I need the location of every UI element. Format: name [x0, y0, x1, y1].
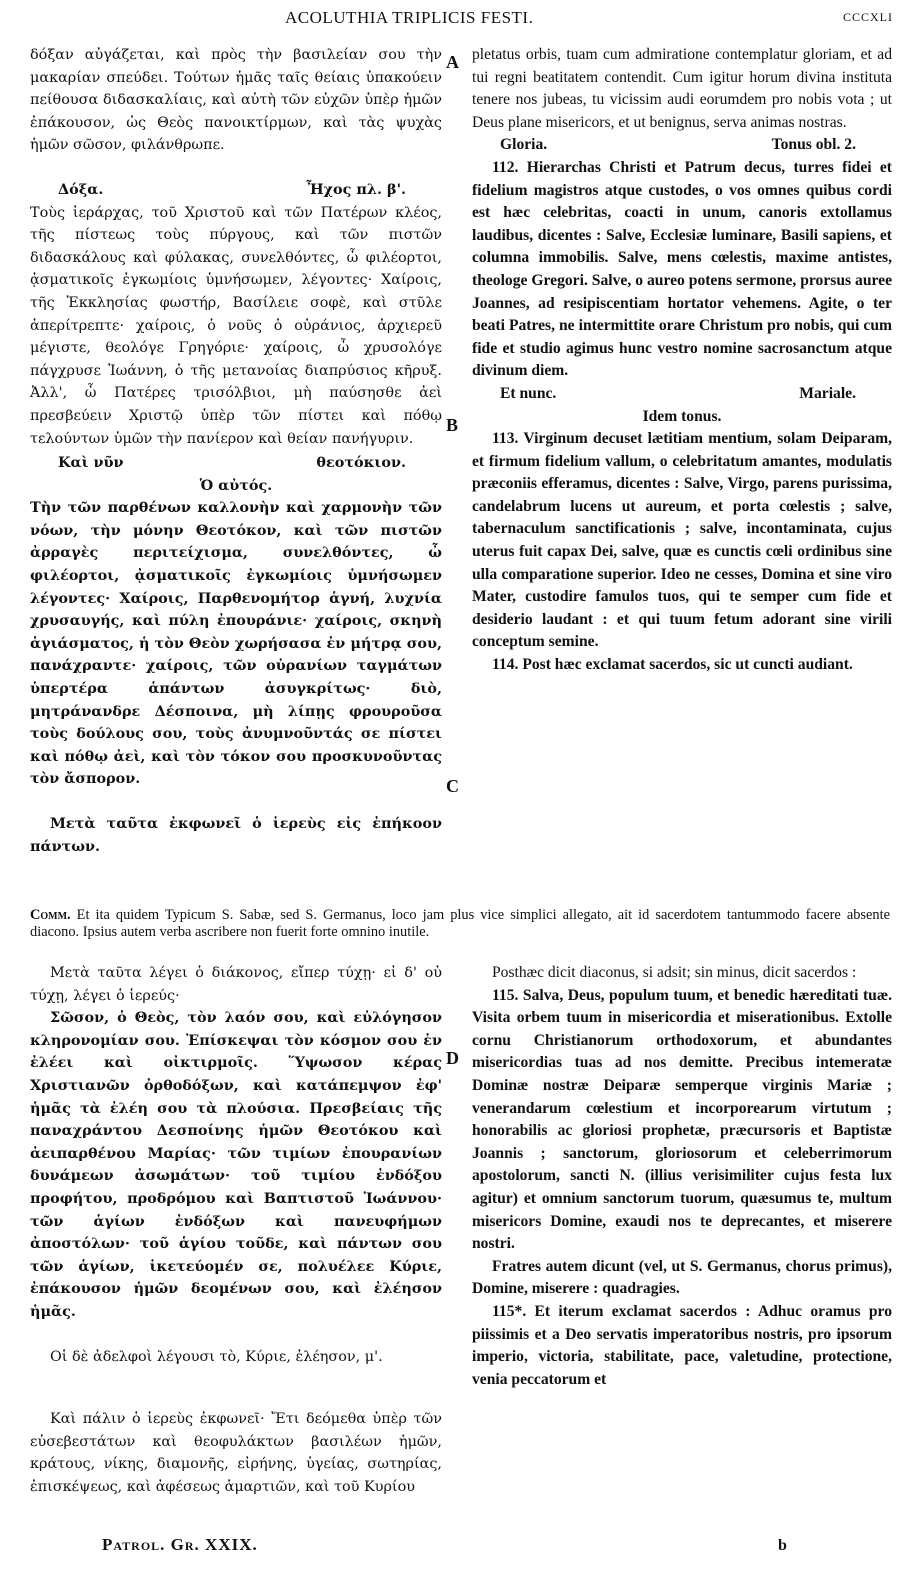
latin-heading-idem-tonus: Idem tonus. [642, 407, 722, 425]
margin-marker-b: B [446, 415, 459, 435]
running-title: ACOLUTHIA TRIPLICIS FESTI. [285, 8, 534, 27]
heading-right: Tonus obl. 2. [771, 136, 856, 154]
greek-column-top [30, 44, 442, 858]
latin-paragraph: 115. Salva, Deus, populum tuum, et benedic hæreditati tuæ. Visita orbem tuum in misericordia et miserationibus. Extolle cornu Christianorum orthodoxorum, et abundantes misericordias tuas ad nos demitte. Precibus intemeratæ Dominæ nostræ Deiparæ semperque virginis Mariæ ; venerandarum cœlestium et incorporearum virtutum ; honorabilis ac gloriosi prophetæ, præcursoris et Baptistæ Joannis ; sanctorum, gloriosorum et celeberrimorum apostolorum, sancti N. (illius verisimiliter cujus festa lux agitur) et omnium sanctorum tuorum, quæsumus te, multum misericors Domine, exaudi nos te deprecantes, et miserere nostri. [472, 986, 892, 1253]
heading-right: Ἦχος πλ. β'. [306, 180, 406, 198]
heading-left: Et nunc. [500, 384, 557, 402]
greek-paragraph: Οἱ δὲ ἀδελφοὶ λέγουσι τὸ, Κύριε, ἐλέησον, μ'. [50, 1348, 383, 1365]
heading-left: Gloria. [500, 136, 548, 154]
greek-paragraph: δόξαν αὐγάζεται, καὶ πρὸς τὴν βασιλείαν σου τὴν μακαρίαν σπεύδει. Τούτων ἡμᾶς ταῖς θείαις ὑπακούειν πείθουσα διδασκαλίαις, καὶ αὐτὴ τῶν εὐχῶν ὑπὲρ ἡμῶν ἐπάκουσον, ὡς Θεὸς πανοικτίρμων, καὶ τὰς ψυχὰς ἡμῶν σῶσον, φιλάνθρωπε. [30, 47, 442, 154]
greek-column-bottom [30, 962, 442, 1498]
greek-paragraph: Τοὺς ἱεράρχας, τοῦ Χριστοῦ καὶ τῶν Πατέρων κλέος, τῆς πίστεως τοὺς πύργους, καὶ τῶν πιστῶν διδασκάλους καὶ φύλακας, συνελθόντες, ὦ φιλέορτοι, ᾀσματικοῖς ἐγκωμίοις ὑμνήσωμεν, λέγοντες· Χαίροις, τῆς Ἐκκλησίας φωστήρ, Βασίλειε σοφὲ, καὶ στῦλε ἀπερίτρεπτε· χαίροις, ὁ νοῦς ὁ οὐράνιος, ἀρχιερεῦ μέγιστε, θεολόγε Γρηγόριε· χαίροις, ὦ χρυσολόγε πάγχρυσε Ἰωάννη, ὁ τῆς μετανοίας διαπρύσιος κῆρυξ. Ἀλλ', ὦ Πατέρες τρισόλβιοι, μὴ παύσησθε ἀεὶ πρεσβεύειν Χριστῷ ὑπὲρ τῶν πίστει καὶ πόθῳ τελούντων ὑμῶν τὴν πανίερον καὶ θείαν πανήγυριν. [30, 204, 442, 447]
commentary-text: Et ita quidem Typicum S. Sabæ, sed S. Germanus, loco jam plus vice simplici allegato, ait id sacerdotem tantummodo facere absente diacono. Ipsius autem verba ascribere non fuerit forte omnino inutile. [30, 907, 890, 940]
latin-paragraph: 113. Virginum decuset lætitiam mentium, solam Deiparam, et firmum fidelium vallum, o celebritatum amantes, modulatis præconiis efferamus, dicentes : Salve, Virgo, parens purissima, candelabrum lucens ut aureum, et porta cœlestis ; salve, tabernaculum sanctificationis ; salve, incontaminata, cujus uterus fuit capax Dei, salve, quæ es cunctis cœli ordinibus sine ulla comparatione superior. Ideo ne cesses, Domina et sine viro Mater, custodire famulos tuos, qui te semper cum fide et desiderio laudant : et qui tuum fetum adorant sine virili conceptum semine. [472, 430, 892, 651]
latin-column-bottom [472, 962, 892, 1391]
greek-paragraph: Σῶσον, ὁ Θεὸς, τὸν λαόν σου, καὶ εὐλόγησον κληρονομίαν σου. Ἐπίσκεψαι τὸν κόσμον σου ἐν ἐλέει καὶ οἰκτιρμοῖς. Ὕψωσον κέρας Χριστιανῶν ὀρθοδόξων, καὶ κατάπεμψον ἐφ' ἡμᾶς τὰ ἐλέη σου τὰ πλούσια. Πρεσβείαις τῆς παναχράντου Δεσποίνης ἡμῶν Θεοτόκου καὶ ἀειπαρθένου Μαρίας· τῶν τιμίων ἐπουρανίων δυνάμεων ἀσωμάτων· τοῦ τιμίου ἐνδόξου προφήτου, προδρόμου καὶ Βαπτιστοῦ Ἰωάννου· τῶν ἁγίων ἐνδόξων καὶ πανευφήμων ἀποστόλων· τοῦ ἁγίου τοῦδε, καὶ πάντων σου τῶν ἁγίων, ἱκετεύομέν σε, πολυέλεε Κύριε, ἐπάκουσον ἡμῶν δεομένων σου, καὶ ἐλέησον ἡμᾶς. [30, 1009, 442, 1320]
heading-right: θεοτόκιον. [316, 454, 406, 472]
latin-heading-et-nunc [472, 383, 892, 406]
greek-paragraph: Μετὰ ταῦτα ἐκφωνεῖ ὁ ἱερεὺς εἰς ἐπήκοον πάντων. [30, 815, 442, 855]
latin-column-top [472, 44, 892, 677]
margin-marker-d: D [446, 1048, 459, 1068]
page-header [0, 6, 907, 32]
page-number: CCCXLI [842, 10, 893, 24]
heading-right: Mariale. [799, 384, 856, 402]
commentary-lead: Comm. [30, 907, 71, 923]
heading-left: Δόξα. [58, 180, 104, 198]
greek-paragraph: Καὶ πάλιν ὁ ἱερεὺς ἐκφωνεῖ· Ἔτι δεόμεθα ὑπὲρ τῶν εὐσεβεστάτων καὶ θεοφυλάκτων βασιλέων ἡμῶν, κράτους, νίκης, διαμονῆς, εἰρήνης, ὑγείας, σωτηρίας, ἐπισκέψεως, καὶ ἀφέσεως ἁμαρτιῶν, καὶ τοῦ Κυρίου [30, 1411, 442, 1495]
signature-line: Patrol. Gr. XXIX. [102, 1535, 258, 1554]
heading-left: Καὶ νῦν [58, 454, 124, 472]
greek-paragraph: Μετὰ ταῦτα λέγει ὁ διάκονος, εἴπερ τύχῃ· εἰ δ' οὐ τύχῃ, λέγει ὁ ἱερεύς· [30, 965, 442, 1004]
latin-paragraph: Fratres autem dicunt (vel, ut S. Germanus, chorus primus), Domine, miserere : quadragies. [472, 1257, 892, 1298]
latin-paragraph: 114. Post hæc exclamat sacerdos, sic ut cuncti audiant. [492, 656, 853, 674]
latin-paragraph: pletatus orbis, tuam cum admiratione contemplatur gloriam, et ad tui regni beatitatem contendit. Cum igitur horum divina instituta tenere nos jubeas, tu vicissim audi eorumdem pro nobis vota ; ut Deus plane misericors, et ut benignus, serva animas nostras. [472, 46, 892, 131]
greek-paragraph: Τὴν τῶν παρθένων καλλονὴν καὶ χαρμονὴν τῶν νόων, τὴν μόνην Θεοτόκον, καὶ τῶν πιστῶν ἀρραγὲς περιτείχισμα, συνελθόντες, ὦ φιλέορτοι, ᾀσματικοῖς ἐγκωμίοις ὑμνήσωμεν λέγοντες· Χαίροις, Παρθενομήτορ ἁγνή, λυχνία χρυσαυγής, καὶ πύλη ἐπουράνιε· χαίροις, σκηνὴ ἁγιάσματος, ἡ τὸν Θεὸν χωρήσασα ἐν μήτρᾳ σου, πανάχραντε· χαίροις, τῶν οὐρανίων ταγμάτων ὑπερτέρα ἁπάντων ἀσυγκρίτως· διὸ, μητράνανδρε Δέσποινα, μὴ λίπῃς φρουροῦσα τοὺς δούλους σου, τοὺς ἀνυμνοῦντάς σε πίστει καὶ πόθῳ ἀεὶ, καὶ τὸν τόκον σου προσκυνοῦντας τὸν ἄσπορον. [30, 499, 442, 788]
latin-heading-gloria [472, 134, 892, 157]
greek-heading-kai-nyn [30, 452, 442, 475]
margin-marker-c: C [446, 776, 459, 796]
latin-paragraph: 115*. Et iterum exclamat sacerdos : Adhuc oramus pro piissimis et a Deo servatis imperatoribus nostris, pro ipsorum imperio, victoria, stabilitate, pace, valetudine, protectione, venia peccatorum et [472, 1302, 892, 1388]
latin-paragraph: 112. Hierarchas Christi et Patrum decus, turres fidei et fidelium magistros atque custodes, o vos omnes quibus cordi est hæc celebritas, coacti in unum, canoris extollamus laudibus, dicentes : Salve, Ecclesiæ luminare, Basili sapiens, et columna immobilis. Salve, mens cœlestis, maxime antistes, theologe Gregori. Salve, o aureo potens sermone, prorsus auree Joannes, ad resipiscentiam hortator vehemens. Agite, o ter beati Patres, ne intermittite orare Christum pro nobis, qui cum fide et studio agimus hunc vestro nomine sacrosanctum atque divinum diem. [472, 158, 892, 380]
latin-paragraph: Posthæc dicit diaconus, si adsit; sin minus, dicit sacerdos : [492, 964, 857, 981]
commentary-note [30, 907, 890, 940]
greek-heading-autos: Ὁ αὐτός. [199, 476, 273, 494]
greek-heading-gloria [30, 179, 442, 202]
signature-mark: b [778, 1537, 787, 1554]
margin-marker-a: A [446, 52, 459, 72]
